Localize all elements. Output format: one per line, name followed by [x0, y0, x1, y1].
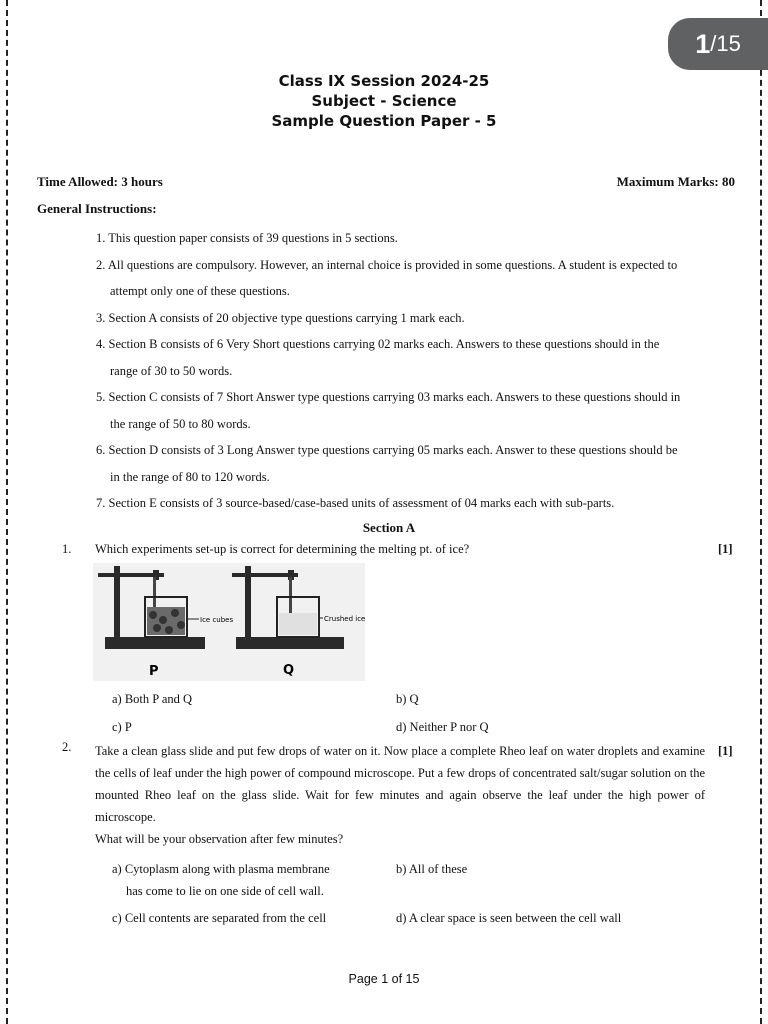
- question-2-option-c[interactable]: c) Cell contents are separated from the cell: [112, 911, 327, 925]
- instructions-heading: General Instructions:: [37, 201, 157, 216]
- figure-label-p: P: [149, 664, 159, 679]
- instruction-continuation: the range of 50 to 80 words.: [110, 416, 251, 431]
- question-1-option-d[interactable]: d) Neither P nor Q: [396, 720, 489, 734]
- question-2-marks: [1]: [718, 744, 733, 758]
- maximum-marks: Maximum Marks: 80: [616, 174, 735, 189]
- figure-label-ice-cubes: Ice cubes: [200, 616, 234, 624]
- question-1-option-b[interactable]: b) Q: [396, 692, 419, 706]
- question-1-option-a[interactable]: a) Both P and Q: [112, 692, 193, 706]
- question-2-option-a[interactable]: a) Cytoplasm along with plasma membrane: [112, 862, 330, 876]
- question-1-option-c[interactable]: c) P: [112, 720, 132, 734]
- question-1-text: Which experiments set-up is correct for determining the melting pt. of ice?: [95, 542, 470, 556]
- time-allowed: Time Allowed: 3 hours: [37, 174, 163, 189]
- instruction-continuation: attempt only one of these questions.: [110, 284, 290, 298]
- page-counter-current: 1: [695, 28, 711, 59]
- instruction-item: 3. Section A consists of 20 objective type questions carrying 1 mark each.: [96, 310, 465, 325]
- left-dashed-border: [6, 0, 8, 1024]
- page-footer: Page 1 of 15: [348, 972, 420, 986]
- instruction-item: 4. Section B consists of 6 Very Short questions carrying 02 marks each. Answers to these questions should in the: [96, 337, 660, 351]
- paper-title: Class IX Session 2024-25: [278, 72, 490, 90]
- instruction-continuation: range of 30 to 50 words.: [110, 363, 233, 378]
- figure-label-crushed-ice: Crushed ice: [324, 615, 365, 623]
- question-1-number: 1.: [62, 542, 72, 556]
- figure-label-q: Q: [283, 663, 295, 678]
- question-1-marks: [1]: [718, 542, 733, 556]
- section-a-heading: Section A: [362, 520, 416, 535]
- question-2-text: Take a clean glass slide and put few drops of water on it. Now place a complete Rheo leaf on water droplets and examine the cells of leaf under the high power of compound microscope. Put a few drops of concentrated salt/sugar solution on the mounted Rheo leaf on the glass slide. Wait for few minutes and again observe the leaf under the high power of microscope.: [95, 744, 705, 824]
- instruction-item: 6. Section D consists of 3 Long Answer type questions carrying 05 marks each. Answer to these questions should be: [96, 443, 678, 457]
- question-2-option-d[interactable]: d) A clear space is seen between the cell wall: [396, 911, 622, 925]
- instruction-item: 1. This question paper consists of 39 questions in 5 sections.: [96, 231, 398, 245]
- question-2-option-a-continued: has come to lie on one side of cell wall.: [126, 884, 324, 898]
- question-2-option-b[interactable]: b) All of these: [396, 862, 468, 876]
- instruction-item: 7. Section E consists of 3 source-based/case-based units of assessment of 04 marks each with sub-parts.: [96, 496, 615, 510]
- instructions-list: [96, 225, 736, 517]
- question-2-prompt: What will be your observation after few minutes?: [95, 832, 344, 846]
- page-counter-total: /15: [710, 31, 741, 56]
- right-dashed-border: [760, 0, 762, 1024]
- instruction-item: 2. All questions are compulsory. However, an internal choice is provided in some questions. A student is expected to: [96, 257, 678, 272]
- melting-point-apparatus-figure: [93, 563, 365, 681]
- question-2-number: 2.: [62, 740, 72, 754]
- page-counter-badge[interactable]: [668, 18, 768, 70]
- paper-subject: Subject - Science: [311, 92, 457, 110]
- instruction-continuation: in the range of 80 to 120 words.: [110, 469, 270, 484]
- paper-name: Sample Question Paper - 5: [271, 112, 497, 130]
- instruction-item: 5. Section C consists of 7 Short Answer type questions carrying 03 marks each. Answers to these questions should in: [96, 390, 681, 404]
